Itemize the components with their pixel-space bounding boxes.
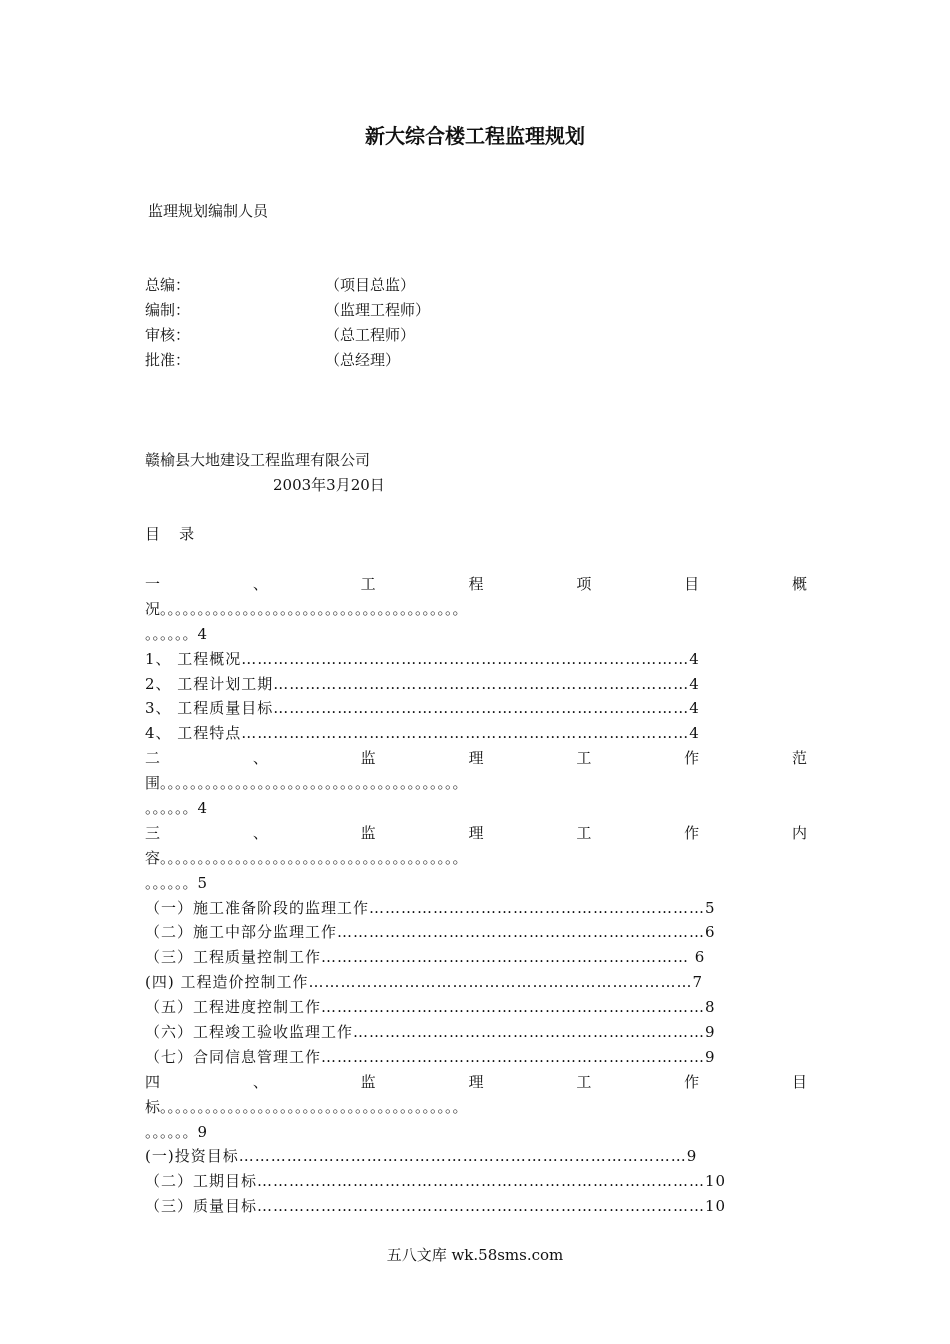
toc-char: 理 [468, 749, 484, 768]
toc-char: 目 [684, 575, 700, 593]
toc-item[interactable]: （七）合同信息管理工作………………………………………………………………9 [145, 1047, 716, 1066]
toc-char: 项 [576, 575, 592, 593]
toc-char: 二 [145, 749, 161, 768]
staff-role: 编制： [145, 301, 191, 319]
toc-section-2-line[interactable] [145, 746, 807, 771]
toc-char: 目 [791, 1072, 807, 1091]
toc-item[interactable]: 2、 工程计划工期……………………………………………………………………4 [145, 674, 700, 693]
toc-char: 工 [576, 749, 592, 768]
toc-char: 、 [252, 749, 268, 768]
toc-item[interactable]: （三）质量目标…………………………………………………………………………10 [145, 1197, 727, 1216]
toc-char: 程 [468, 575, 484, 593]
staff-desc: （总经理） [325, 351, 401, 369]
toc-char: 、 [252, 575, 268, 593]
toc-heading: 目 录 [145, 525, 195, 543]
toc-item[interactable]: (一)投资目标…………………………………………………………………………9 [145, 1147, 698, 1166]
toc-char: 、 [252, 1072, 268, 1091]
toc-section-4-leader: 标。。。。。。。。。。。。。。。。。。。。。。。。。。。。。。。。。。。。。。。。 [145, 1097, 468, 1116]
toc-section-3-page: 。。。。。。5 [145, 873, 208, 892]
staff-role: 批准： [145, 351, 191, 369]
toc-section-2-page: 。。。。。。4 [145, 799, 208, 818]
toc-char: 工 [576, 823, 592, 842]
toc-item[interactable]: (四) 工程造价控制工作………………………………………………………………7 [145, 973, 704, 992]
toc-char: 监 [360, 749, 376, 768]
toc-section-4-page: 。。。。。。9 [145, 1122, 208, 1141]
staff-row-compiler [145, 298, 545, 323]
toc-item[interactable]: （五）工程进度控制工作………………………………………………………………8 [145, 998, 716, 1017]
toc-char: 理 [468, 823, 484, 842]
toc-char: 工 [576, 1072, 592, 1091]
toc-char: 一 [145, 575, 161, 593]
toc-section-2-leader: 围。。。。。。。。。。。。。。。。。。。。。。。。。。。。。。。。。。。。。。。。 [145, 774, 468, 793]
footer-watermark: 五八文库 wk.58sms.com [386, 1246, 564, 1264]
toc-section-4-line[interactable] [145, 1070, 807, 1095]
toc-char: 四 [145, 1072, 161, 1091]
toc-char: 监 [360, 823, 376, 842]
toc-char: 作 [684, 1072, 700, 1091]
toc-char: 理 [468, 1072, 484, 1091]
toc-item[interactable]: 3、 工程质量目标……………………………………………………………………4 [145, 699, 700, 718]
toc-char: 范 [791, 749, 807, 768]
toc-char: 、 [252, 823, 268, 842]
toc-char: 作 [684, 823, 700, 842]
toc-item[interactable]: （二）工期目标…………………………………………………………………………10 [145, 1172, 727, 1191]
table-of-contents [145, 572, 807, 1219]
toc-char: 三 [145, 823, 161, 842]
toc-item[interactable]: （一）施工准备阶段的监理工作………………………………………………………5 [145, 898, 716, 917]
toc-section-3-line[interactable] [145, 821, 807, 846]
staff-heading: 监理规划编制人员 [148, 202, 269, 220]
toc-char: 概 [791, 575, 807, 593]
document-title: 新大综合楼工程监理规划 [365, 124, 585, 148]
toc-section-3-leader: 容。。。。。。。。。。。。。。。。。。。。。。。。。。。。。。。。。。。。。。。。 [145, 848, 468, 867]
staff-role: 总编： [145, 276, 191, 294]
toc-item[interactable]: 4、 工程特点…………………………………………………………………………4 [145, 724, 700, 743]
toc-char: 内 [791, 823, 807, 842]
toc-item[interactable]: （六）工程竣工验收监理工作…………………………………………………………9 [145, 1023, 716, 1042]
company-name: 赣榆县大地建设工程监理有限公司 [145, 451, 371, 469]
toc-item[interactable]: （三）工程质量控制工作…………………………………………………………… 6 [145, 948, 706, 967]
toc-char: 工 [360, 575, 376, 593]
staff-role: 审核： [145, 326, 191, 344]
staff-desc: （项目总监） [325, 276, 416, 294]
staff-row-reviewer [145, 323, 545, 348]
staff-row-chief-editor [145, 273, 545, 298]
staff-desc: （监理工程师） [325, 301, 431, 319]
toc-section-1-leader: 况。。。。。。。。。。。。。。。。。。。。。。。。。。。。。。。。。。。。。。。。 [145, 599, 468, 618]
toc-item[interactable]: （二）施工中部分监理工作……………………………………………………………6 [145, 923, 716, 942]
document-date: 2003年3月20日 [273, 476, 385, 494]
staff-desc: （总工程师） [325, 326, 416, 344]
toc-section-1-line[interactable] [145, 572, 807, 597]
toc-item[interactable]: 1、 工程概况…………………………………………………………………………4 [145, 649, 700, 668]
toc-section-1-page: 。。。。。。4 [145, 624, 208, 643]
toc-char: 作 [684, 749, 700, 768]
toc-char: 监 [360, 1072, 376, 1091]
staff-row-approver [145, 348, 545, 373]
